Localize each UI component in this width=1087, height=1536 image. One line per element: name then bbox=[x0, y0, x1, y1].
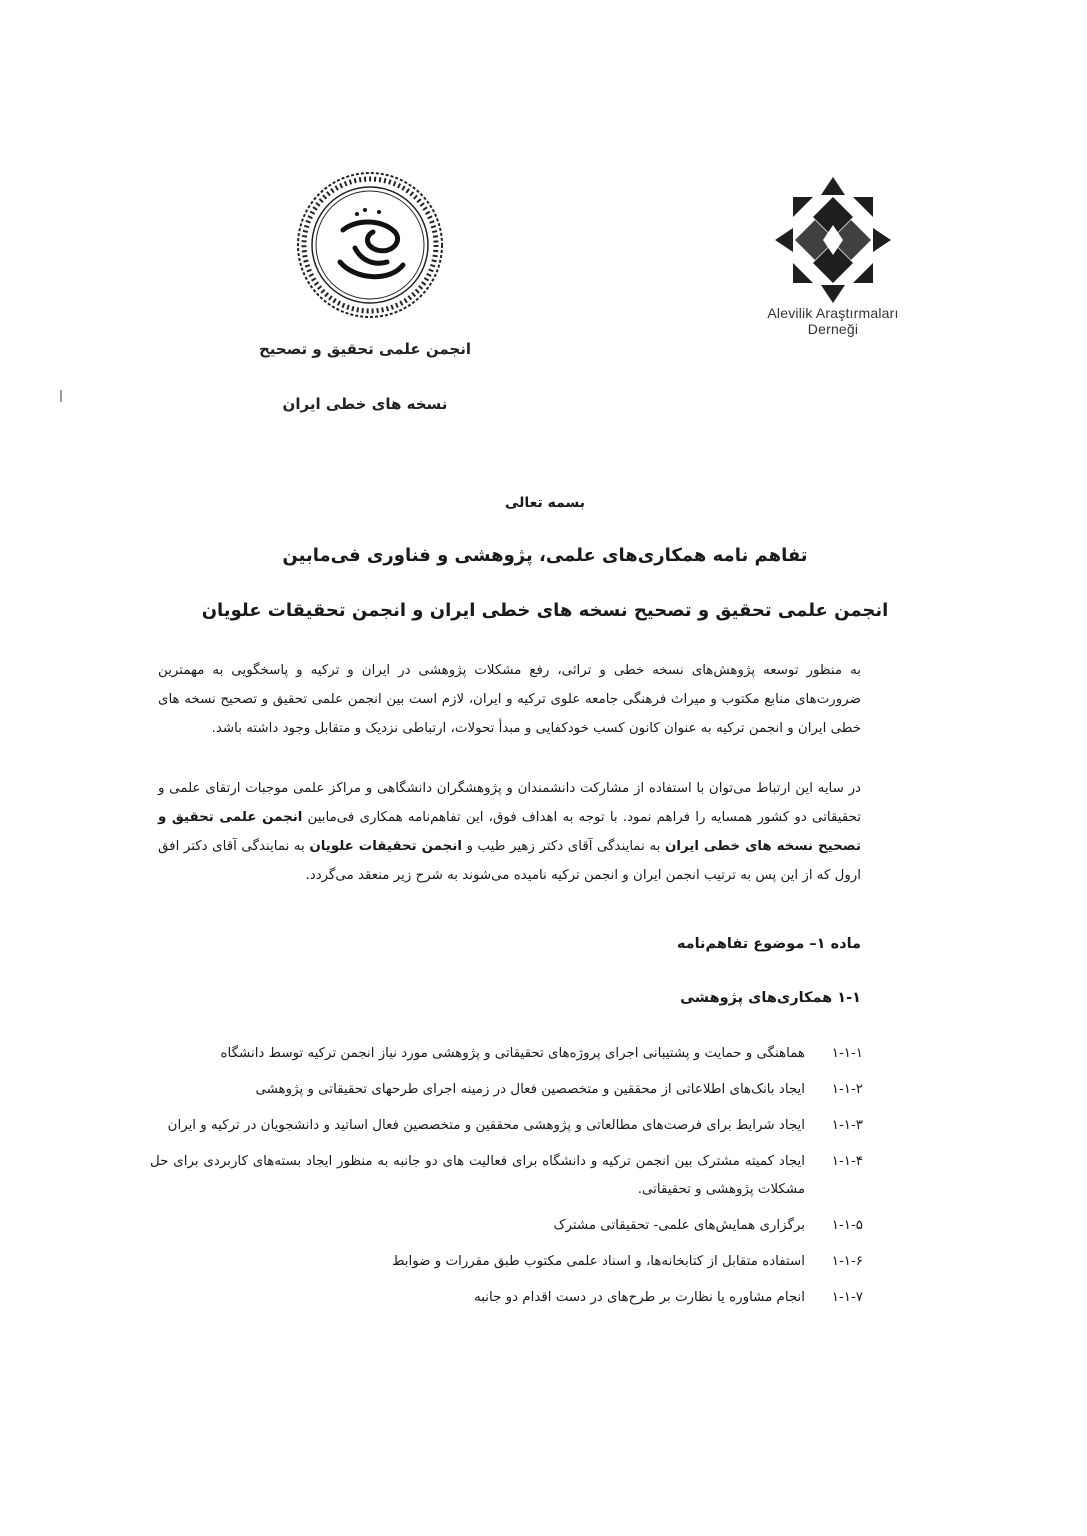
list-item-number: ۱-۱-۵ bbox=[831, 1218, 863, 1233]
para2-text-3: به نمایندگی آقای دکتر افق ارول که از این پس به ترتیب انجمن ایران و انجمن ترکیه نامیده می‌شوند به شرح زیر منعقد می‌گردد. bbox=[158, 839, 861, 883]
alevilik-logo bbox=[748, 175, 918, 335]
second-paragraph bbox=[158, 774, 861, 890]
geometric-star-icon bbox=[773, 175, 893, 305]
list-item-text: ایجاد بانک‌های اطلاعاتی از محققین و متخصصین فعال در زمینه اجرای طرحهای تحقیقاتی و پژوهشی bbox=[255, 1082, 805, 1097]
article-1-heading: ماده ۱– موضوع تفاهم‌نامه bbox=[676, 936, 861, 952]
list-item-number: ۱-۱-۲ bbox=[831, 1082, 863, 1097]
list-item bbox=[150, 1112, 863, 1140]
list-item-number: ۱-۱-۴ bbox=[831, 1154, 863, 1169]
list-item-text: استفاده متقابل از کتابخانه‌ها، و اسناد علمی مکتوب طبق مقررات و ضوابط bbox=[392, 1254, 805, 1269]
list-item-text: برگزاری همایش‌های علمی- تحقیقاتی مشترک bbox=[553, 1218, 805, 1233]
list-item-number: ۱-۱-۷ bbox=[831, 1290, 863, 1305]
section-1-1-heading: ۱-۱ همکاری‌های پژوهشی bbox=[680, 990, 861, 1006]
document-title-line1: تفاهم نامه همکاری‌های علمی، پژوهشی و فناوری فی‌مابین bbox=[282, 545, 808, 566]
para2-text-2: به نمایندگی آقای دکتر زهیر طیب و bbox=[461, 839, 665, 854]
alevilik-logo-text: Alevilik Araştırmaları Derneği bbox=[767, 305, 899, 337]
basmala: بسمه تعالی bbox=[504, 495, 586, 511]
list-item-text: ایجاد شرایط برای فرصت‌های مطالعاتی و پژوهشی محققین و متخصصین فعال اساتید و دانشجویان در ترکیه و ایران bbox=[167, 1118, 805, 1133]
seal-caption-line1: انجمن علمی تحقیق و تصحیح bbox=[259, 340, 471, 358]
para2-bold-alevi-association: انجمن تحقیقات علویان bbox=[309, 839, 462, 854]
list-item bbox=[150, 1284, 863, 1312]
list-item-text: هماهنگی و حمایت و پشتیبانی اجرای پروژه‌های تحقیقاتی و پژوهشی مورد نیاز انجمن ترکیه توسط دانشگاه bbox=[220, 1046, 805, 1061]
list-item-text: انجام مشاوره یا نظارت بر طرح‌های در دست اقدام دو جانبه bbox=[474, 1290, 805, 1305]
para2-bold-iran-association: انجمن علمی تحقیق و تصحیح نسخه های خطی ایران bbox=[158, 810, 862, 854]
seal-logo bbox=[295, 170, 445, 320]
list-item-number: ۱-۱-۱ bbox=[831, 1046, 863, 1061]
list-item bbox=[150, 1248, 863, 1276]
intro-paragraph: به منظور توسعه پژوهش‌های نسخه خطی و تراثی، رفع مشکلات پژوهشی در ایران و ترکیه و پاسخگویی به مهمترین ضرورت‌های منابع مکتوب و میراث فرهنگی جامعه علوی ترکیه و ایران، لازم است بین انجمن علمی تحقیق و تصحیح نسخه های خطی ایران و انجمن ترکیه به عنوان کانون کسب خودکفایی و مبدأ تحولات، ارتباطی نزدیک و متقابل وجود داشته باشد. bbox=[158, 663, 861, 736]
list-item bbox=[150, 1212, 863, 1240]
cooperation-items-list bbox=[150, 1040, 863, 1320]
list-item bbox=[150, 1148, 863, 1204]
list-item bbox=[150, 1040, 863, 1068]
seal-caption-line2: نسخه های خطی ایران bbox=[282, 395, 448, 413]
list-item-number: ۱-۱-۳ bbox=[831, 1118, 863, 1133]
para2-text-1: در سایه این ارتباط می‌توان با استفاده از مشارکت دانشمندان و پژوهشگران دانشگاهی و مراکز علمی موجبات ارتقای علمی و تحقیقاتی دو کشور همسایه را فراهم نمود. با توجه به اهداف فوق، این تفاهم‌نامه همکاری فی‌مابین bbox=[158, 781, 861, 825]
list-item bbox=[150, 1076, 863, 1104]
list-item-text: ایجاد کمیته مشترک بین انجمن ترکیه و دانشگاه برای فعالیت های دو جانبه به منظور ایجاد بسته‌های کاربردی برای حل مشکلات پژوهشی و تحقیقاتی. bbox=[150, 1154, 805, 1197]
scan-artifact bbox=[60, 390, 62, 402]
document-title-line2: انجمن علمی تحقیق و تصحیح نسخه های خطی ایران و انجمن تحقیقات علویان bbox=[201, 600, 889, 621]
list-item-number: ۱-۱-۶ bbox=[831, 1254, 863, 1269]
